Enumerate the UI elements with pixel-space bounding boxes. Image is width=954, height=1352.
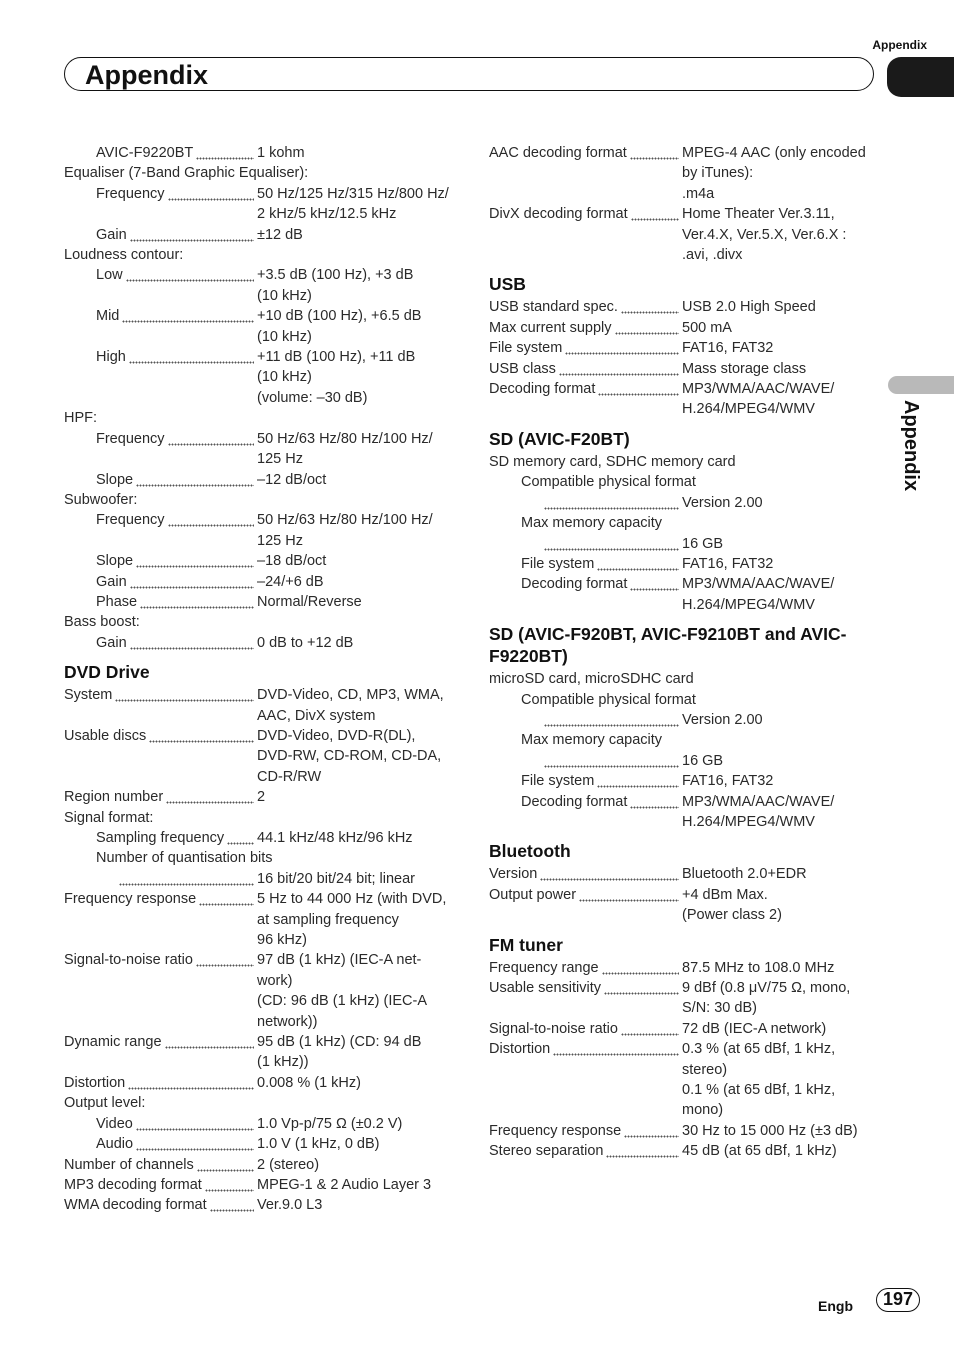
spec-label bbox=[489, 751, 544, 771]
spec-value: 50 Hz/63 Hz/80 Hz/100 Hz/ bbox=[257, 512, 433, 529]
spec-row bbox=[489, 1141, 879, 1161]
group-title: Loudness contour: bbox=[64, 247, 184, 264]
section-heading: SD (AVIC-F20BT) bbox=[489, 428, 630, 449]
spec-label: Max current supply bbox=[489, 319, 612, 336]
spec-row bbox=[64, 685, 454, 705]
section-heading: USB bbox=[489, 274, 526, 295]
spec-value-cont: .m4a bbox=[682, 185, 715, 202]
spec-value-cont: 125 Hz bbox=[257, 451, 303, 468]
language-code: Engb bbox=[818, 1298, 853, 1314]
spec-row bbox=[64, 592, 454, 612]
spec-label: DivX decoding format bbox=[489, 206, 628, 223]
spec-value-cont: (volume: –30 dB) bbox=[257, 389, 368, 406]
spec-label: Dynamic range bbox=[64, 1034, 162, 1051]
group-title: Number of quantisation bits bbox=[96, 850, 273, 867]
group-title: Signal format: bbox=[64, 809, 154, 826]
spec-row bbox=[64, 143, 454, 163]
group-title: HPF: bbox=[64, 410, 98, 427]
spec-label: Usable sensitivity bbox=[489, 980, 602, 996]
spec-row bbox=[489, 885, 879, 905]
spec-row bbox=[64, 787, 454, 807]
spec-label: High bbox=[96, 349, 126, 366]
spec-value-cont: at sampling frequency bbox=[257, 911, 399, 928]
side-tab-label: Appendix bbox=[900, 400, 922, 492]
spec-row bbox=[64, 1175, 454, 1195]
spec-row bbox=[64, 1155, 454, 1175]
spec-label: AAC decoding format bbox=[489, 145, 627, 161]
spec-value: Version 2.00 bbox=[682, 711, 763, 728]
spec-row bbox=[489, 143, 879, 163]
spec-value: Ver.9.0 L3 bbox=[257, 1197, 323, 1214]
spec-label: Video bbox=[96, 1115, 133, 1132]
spec-row bbox=[489, 978, 879, 998]
spec-value-cont: 2 kHz/5 kHz/12.5 kHz bbox=[257, 206, 397, 223]
spec-value: Version 2.00 bbox=[682, 494, 763, 511]
spec-label: Sampling frequency bbox=[96, 830, 225, 846]
spec-label: File system bbox=[521, 773, 595, 790]
spec-label: Decoding format bbox=[521, 793, 628, 810]
spec-label: Frequency response bbox=[489, 1122, 622, 1139]
spec-value: 87.5 MHz to 108.0 MHz bbox=[682, 959, 835, 976]
section-heading-line: SD (AVIC-F920BT, AVIC-F9210BT and AVIC- bbox=[489, 624, 847, 645]
spec-value-cont: (1 kHz)) bbox=[257, 1054, 309, 1071]
spec-row bbox=[64, 828, 454, 848]
spec-value: –24/+6 dB bbox=[257, 573, 324, 590]
spec-label: Frequency bbox=[96, 512, 165, 529]
spec-row bbox=[64, 470, 454, 490]
spec-row bbox=[64, 429, 454, 449]
spec-value: 0.008 % (1 kHz) bbox=[257, 1074, 361, 1091]
spec-label: Gain bbox=[96, 573, 127, 590]
spec-row bbox=[64, 184, 454, 204]
spec-label: WMA decoding format bbox=[64, 1197, 207, 1214]
spec-row bbox=[489, 318, 879, 338]
spec-label: Decoding format bbox=[521, 576, 628, 593]
spec-value-cont: stereo) bbox=[682, 1061, 728, 1078]
side-tab-marker bbox=[888, 376, 954, 394]
spec-label: Usable discs bbox=[64, 727, 147, 744]
spec-label: Slope bbox=[96, 471, 134, 488]
spec-label bbox=[64, 869, 119, 889]
spec-row bbox=[489, 204, 879, 224]
spec-label bbox=[489, 710, 544, 730]
spec-label: Decoding format bbox=[489, 381, 596, 398]
spec-value-cont: AAC, DivX system bbox=[257, 707, 376, 724]
spec-row bbox=[64, 1134, 454, 1154]
spec-value-cont: (10 kHz) bbox=[257, 287, 312, 304]
spec-row bbox=[489, 493, 879, 513]
spec-row bbox=[489, 792, 879, 812]
spec-row bbox=[64, 225, 454, 245]
spec-label: USB class bbox=[489, 360, 556, 377]
spec-label: Gain bbox=[96, 634, 127, 651]
spec-value-cont: Ver.4.X, Ver.5.X, Ver.6.X : bbox=[682, 226, 847, 243]
spec-row bbox=[64, 633, 454, 653]
spec-value: DVD-Video, CD, MP3, WMA, bbox=[257, 687, 444, 704]
spec-label: File system bbox=[489, 340, 563, 357]
spec-value: 1.0 V (1 kHz, 0 dB) bbox=[257, 1136, 380, 1153]
spec-value: FAT16, FAT32 bbox=[682, 773, 774, 790]
spec-label: Phase bbox=[96, 593, 138, 610]
group-title: Output level: bbox=[64, 1095, 146, 1112]
spec-row bbox=[489, 751, 879, 771]
spec-row bbox=[489, 297, 879, 317]
spec-value: Bluetooth 2.0+EDR bbox=[682, 866, 807, 883]
spec-value-cont: 96 kHz) bbox=[257, 932, 307, 949]
spec-value: 45 dB (at 65 dBf, 1 kHz) bbox=[682, 1143, 837, 1160]
spec-value: 95 dB (1 kHz) (CD: 94 dB bbox=[257, 1034, 422, 1051]
spec-value: 44.1 kHz/48 kHz/96 kHz bbox=[257, 830, 413, 846]
spec-value: 2 bbox=[257, 789, 266, 806]
spec-label: Frequency response bbox=[64, 891, 197, 908]
group-title: Compatible physical format bbox=[521, 691, 696, 708]
spec-value-cont: work) bbox=[257, 972, 293, 989]
group-title: Subwoofer: bbox=[64, 491, 138, 508]
group-title: SD memory card, SDHC memory card bbox=[489, 453, 736, 470]
title-bar bbox=[64, 57, 874, 91]
spec-value-cont: 125 Hz bbox=[257, 532, 303, 549]
spec-label: File system bbox=[521, 555, 595, 572]
spec-label: USB standard spec. bbox=[489, 299, 618, 316]
spec-value-cont: S/N: 30 dB) bbox=[682, 1000, 757, 1017]
spec-value: 50 Hz/125 Hz/315 Hz/800 Hz/ bbox=[257, 185, 449, 202]
spec-label: Distortion bbox=[489, 1041, 551, 1058]
spec-label: AVIC-F9220BT bbox=[96, 145, 194, 161]
spec-row bbox=[489, 554, 879, 574]
spec-value-cont: (CD: 96 dB (1 kHz) (IEC-A bbox=[257, 993, 427, 1010]
section-heading bbox=[489, 623, 879, 667]
spec-row bbox=[64, 869, 454, 889]
spec-row bbox=[64, 1073, 454, 1093]
spec-row bbox=[489, 864, 879, 884]
spec-value: MPEG-4 AAC (only encoded bbox=[682, 145, 866, 161]
spec-row bbox=[64, 1032, 454, 1052]
spec-row bbox=[64, 1195, 454, 1215]
spec-value: +3.5 dB (100 Hz), +3 dB bbox=[257, 267, 414, 284]
spec-value: 2 (stereo) bbox=[257, 1156, 320, 1173]
spec-row bbox=[64, 726, 454, 746]
spec-value: MP3/WMA/AAC/WAVE/ bbox=[682, 381, 835, 398]
spec-label: Version bbox=[489, 866, 538, 883]
spec-value-cont: by iTunes): bbox=[682, 165, 754, 182]
spec-value-cont: network)) bbox=[257, 1013, 318, 1030]
spec-value: Normal/Reverse bbox=[257, 593, 362, 610]
spec-value: 5 Hz to 44 000 Hz (with DVD, bbox=[257, 891, 447, 908]
spec-value: 16 GB bbox=[682, 535, 724, 552]
spec-value: MP3/WMA/AAC/WAVE/ bbox=[682, 793, 835, 810]
spec-value: Home Theater Ver.3.11, bbox=[682, 206, 835, 223]
spec-value: DVD-Video, DVD-R(DL), bbox=[257, 727, 416, 744]
spec-row bbox=[489, 958, 879, 978]
spec-row bbox=[64, 572, 454, 592]
spec-label: Frequency bbox=[96, 185, 165, 202]
spec-label: Distortion bbox=[64, 1074, 126, 1091]
spec-row bbox=[64, 889, 454, 909]
spec-row bbox=[489, 1121, 879, 1141]
page-number: 197 bbox=[876, 1288, 920, 1312]
spec-row bbox=[489, 359, 879, 379]
spec-value: 97 dB (1 kHz) (IEC-A net- bbox=[257, 952, 422, 969]
spec-value: FAT16, FAT32 bbox=[682, 555, 774, 572]
spec-row bbox=[64, 265, 454, 285]
spec-value: 500 mA bbox=[682, 319, 732, 336]
section-heading: FM tuner bbox=[489, 934, 563, 955]
spec-row bbox=[489, 534, 879, 554]
spec-value: USB 2.0 High Speed bbox=[682, 299, 816, 316]
spec-row bbox=[489, 710, 879, 730]
section-heading: DVD Drive bbox=[64, 662, 150, 683]
spec-value-cont: CD-R/RW bbox=[257, 768, 322, 785]
running-head: Appendix bbox=[872, 38, 927, 52]
section-heading: Bluetooth bbox=[489, 841, 571, 862]
spec-value: +4 dBm Max. bbox=[682, 886, 768, 903]
spec-value-cont: (10 kHz) bbox=[257, 369, 312, 386]
spec-row bbox=[64, 950, 454, 970]
group-title: microSD card, microSDHC card bbox=[489, 671, 694, 688]
spec-value: MPEG-1 & 2 Audio Layer 3 bbox=[257, 1176, 432, 1193]
spec-label: Output power bbox=[489, 886, 577, 903]
spec-value-cont: DVD-RW, CD-ROM, CD-DA, bbox=[257, 748, 442, 765]
spec-value-cont: H.264/MPEG4/WMV bbox=[682, 813, 815, 830]
spec-label: Number of channels bbox=[64, 1156, 194, 1173]
spec-value: 1.0 Vp-p/75 Ω (±0.2 V) bbox=[257, 1115, 403, 1132]
spec-value: 0.3 % (at 65 dBf, 1 kHz, bbox=[682, 1041, 836, 1058]
spec-value: 1 kohm bbox=[257, 145, 305, 161]
spec-value-cont: (Power class 2) bbox=[682, 907, 782, 924]
spec-row bbox=[64, 347, 454, 367]
section-tab-marker bbox=[887, 57, 954, 97]
spec-value: +10 dB (100 Hz), +6.5 dB bbox=[257, 308, 422, 325]
spec-value: 16 bit/20 bit/24 bit; linear bbox=[257, 870, 415, 887]
page-title: Appendix bbox=[85, 60, 209, 90]
spec-value: 9 dBf (0.8 μV/75 Ω, mono, bbox=[682, 980, 851, 996]
right-column bbox=[489, 143, 879, 1162]
spec-value-cont: 0.1 % (at 65 dBf, 1 kHz, bbox=[682, 1082, 836, 1099]
spec-value: –12 dB/oct bbox=[257, 471, 327, 488]
spec-label: Frequency bbox=[96, 430, 165, 447]
spec-row bbox=[489, 338, 879, 358]
spec-label bbox=[489, 493, 544, 513]
spec-label: System bbox=[64, 687, 113, 704]
group-title: Equaliser (7-Band Graphic Equaliser): bbox=[64, 165, 309, 182]
spec-label: Region number bbox=[64, 789, 164, 806]
spec-label: Mid bbox=[96, 308, 120, 325]
spec-label: Slope bbox=[96, 553, 134, 570]
group-title: Max memory capacity bbox=[521, 515, 663, 532]
spec-row bbox=[64, 1114, 454, 1134]
spec-label: Stereo separation bbox=[489, 1143, 604, 1160]
spec-label: Frequency range bbox=[489, 959, 599, 976]
spec-value-cont: H.264/MPEG4/WMV bbox=[682, 596, 815, 613]
spec-value: –18 dB/oct bbox=[257, 553, 327, 570]
spec-label: Audio bbox=[96, 1136, 134, 1153]
spec-value: FAT16, FAT32 bbox=[682, 340, 774, 357]
spec-value-cont: .avi, .divx bbox=[682, 247, 743, 264]
spec-row bbox=[64, 306, 454, 326]
spec-value: 30 Hz to 15 000 Hz (±3 dB) bbox=[682, 1122, 858, 1139]
group-title: Max memory capacity bbox=[521, 732, 663, 749]
spec-value: 72 dB (IEC-A network) bbox=[682, 1020, 827, 1037]
left-column bbox=[64, 143, 454, 1216]
spec-value-cont: H.264/MPEG4/WMV bbox=[682, 401, 815, 418]
spec-label: Gain bbox=[96, 226, 127, 243]
spec-label bbox=[489, 534, 544, 554]
spec-row bbox=[64, 551, 454, 571]
spec-value-cont: (10 kHz) bbox=[257, 328, 312, 345]
spec-value: +11 dB (100 Hz), +11 dB bbox=[257, 349, 416, 366]
spec-label: Low bbox=[96, 267, 123, 284]
spec-row bbox=[489, 771, 879, 791]
spec-value: Mass storage class bbox=[682, 360, 807, 377]
group-title: Bass boost: bbox=[64, 614, 140, 631]
spec-row bbox=[64, 510, 454, 530]
spec-label: Signal-to-noise ratio bbox=[489, 1020, 618, 1037]
spec-value-cont: mono) bbox=[682, 1102, 724, 1119]
spec-row bbox=[489, 574, 879, 594]
spec-row bbox=[489, 379, 879, 399]
section-heading-line: F9220BT) bbox=[489, 646, 568, 667]
spec-label: Signal-to-noise ratio bbox=[64, 952, 193, 969]
spec-label: MP3 decoding format bbox=[64, 1176, 202, 1193]
spec-value: 50 Hz/63 Hz/80 Hz/100 Hz/ bbox=[257, 430, 433, 447]
spec-value: 16 GB bbox=[682, 752, 724, 769]
group-title: Compatible physical format bbox=[521, 474, 696, 491]
spec-value: MP3/WMA/AAC/WAVE/ bbox=[682, 576, 835, 593]
spec-value: 0 dB to +12 dB bbox=[257, 634, 354, 651]
spec-row bbox=[489, 1039, 879, 1059]
spec-row bbox=[489, 1019, 879, 1039]
spec-value: ±12 dB bbox=[257, 226, 303, 243]
